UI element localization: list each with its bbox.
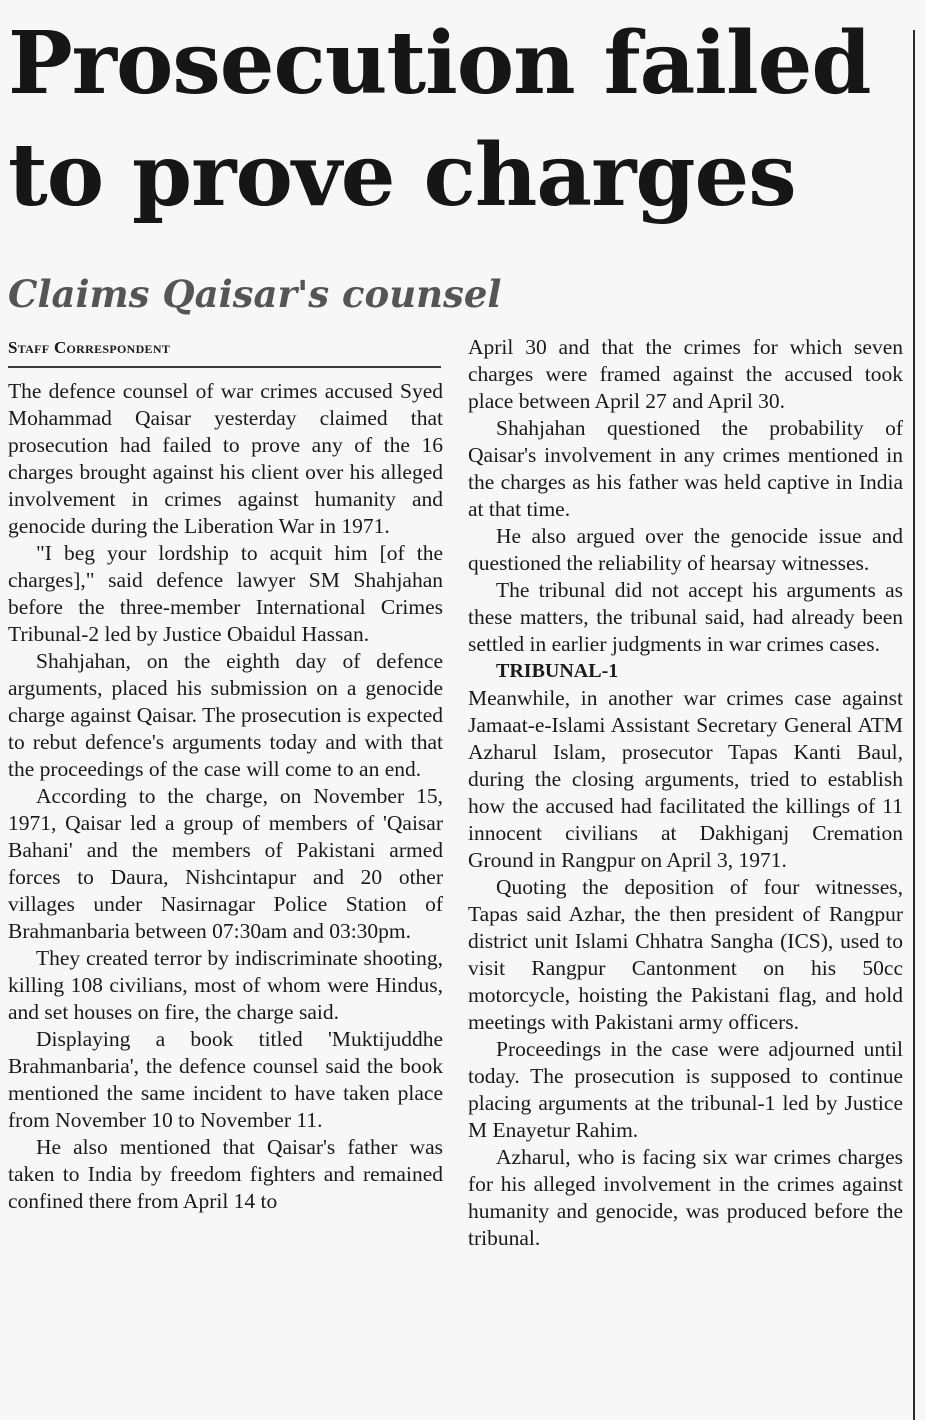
paragraph: He also mentioned that Qaisar's father was taken to India by freedom fighters and remained confined there from April 14 to [8,1135,443,1213]
section-heading: TRIBUNAL-1 [496,660,619,682]
column-rule [913,30,915,1420]
article-column-right [468,334,903,1252]
paragraph: The tribunal did not accept his arguments as these matters, the tribunal said, had already been settled in earlier judgments in war crimes cases. [468,578,903,656]
paragraph: Meanwhile, in another war crimes case against Jamaat-e-Islami Assistant Secretary General ATM Azharul Islam, prosecutor Tapas Kanti Baul, during the closing arguments, tried to establish how the accused had facilitated the killings of 11 innocent civilians at Dakhiganj Cremation Ground in Rangpur on April 3, 1971. [468,686,903,872]
paragraph: According to the charge, on November 15, 1971, Qaisar led a group of members of 'Qaisar Bahani' and the members of Pakistani armed forces to Daura, Nishcintapur and 20 other villages under Nasirnagar Police Station of Brahmanbaria between 07:30am and 03:30pm. [8,784,443,943]
paragraph: "I beg your lordship to acquit him [of the charges]," said defence lawyer SM Shahjahan before the three-member International Crimes Tribunal-2 led by Justice Obaidul Hassan. [8,541,443,646]
paragraph: Shahjahan, on the eighth day of defence arguments, placed his submission on a genocide charge against Qaisar. The prosecution is expected to rebut defence's arguments today and with that the proceedings of the case will come to an end. [8,649,443,781]
paragraph: Proceedings in the case were adjourned until today. The prosecution is supposed to continue placing arguments at the tribunal-1 led by Justice M Enayetur Rahim. [468,1037,903,1142]
byline: Staff Correspondent [8,338,441,368]
paragraph: Quoting the deposition of four witnesses, Tapas said Azhar, the then president of Rangpur district unit Islami Chhatra Sangha (ICS), used to visit Rangpur Cantonment on his 50cc motorcycle, hoisting the Pakistani flag, and hold meetings with Pakistani army officers. [468,875,903,1034]
subheadline: Claims Qaisar's counsel [8,272,502,316]
paragraph: Shahjahan questioned the probability of Qaisar's involvement in any crimes mentioned in the charges as his father was held captive in India at that time. [468,416,903,521]
article-column-left [8,378,443,1215]
paragraph: Displaying a book titled 'Muktijuddhe Brahmanbaria', the defence counsel said the book mentioned the same incident to have taken place from November 10 to November 11. [8,1027,443,1132]
headline: Prosecution failed to prove charges [8,13,871,226]
paragraph: Azharul, who is facing six war crimes charges for his alleged involvement in the crimes against humanity and genocide, was produced before the tribunal. [468,1145,903,1250]
paragraph: April 30 and that the crimes for which seven charges were framed against the accused took place between April 27 and April 30. [468,335,903,413]
paragraph: He also argued over the genocide issue and questioned the reliability of hearsay witnesses. [468,524,903,575]
paragraph: The defence counsel of war crimes accused Syed Mohammad Qaisar yesterday claimed that prosecution had failed to prove any of the 16 charges brought against his client over his alleged involvement in crimes against humanity and genocide during the Liberation War in 1971. [8,379,443,538]
paragraph: They created terror by indiscriminate shooting, killing 108 civilians, most of whom were Hindus, and set houses on fire, the charge said. [8,946,443,1024]
